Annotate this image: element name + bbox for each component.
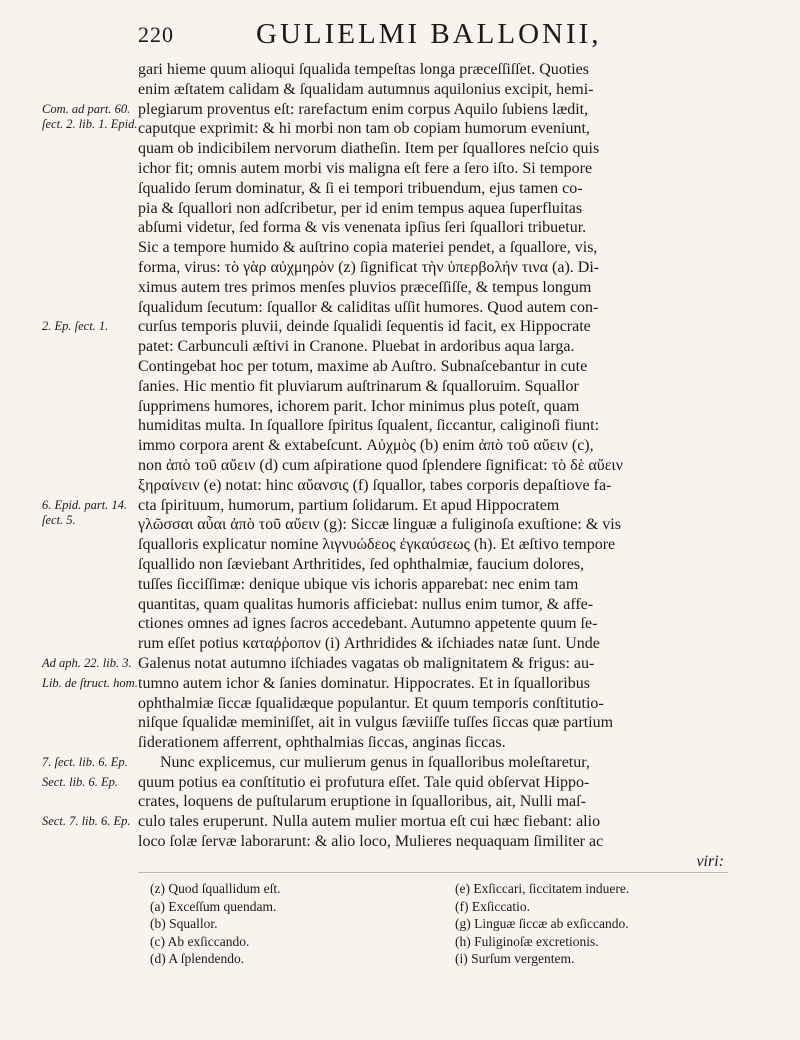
footnote: (i) Surſum vergentem. bbox=[455, 951, 575, 966]
margin-note: Com. ad part. 60. ſect. 2. lib. 1. Epid. bbox=[42, 101, 138, 131]
footnotes-right bbox=[455, 880, 629, 968]
text-line: ſqualloris explicatur nomine λιγνυώδεος ἐγκαύσεως (h). Et æſtivo tempore bbox=[138, 536, 616, 554]
margin-note: 2. Ep. ſect. 1. bbox=[42, 319, 109, 334]
text-line: ſupprimens humores, ichorem parit. Ichor minimus plus poteſt, quam bbox=[138, 397, 580, 415]
text-line: curſus temporis pluvii, deinde ſqualidi ſequentis id facit, ex Hippocrate bbox=[138, 318, 591, 336]
footnote: (e) Exſiccari, ſiccitatem induere. bbox=[455, 881, 630, 896]
text-line: non ἀπὸ τοῦ αὔειν (d) cum aſpiratione quod ſplendere ſignificat: τὸ δὲ αὔειν bbox=[138, 456, 623, 474]
text-line: quum potius ea conſtitutio ei profutura eſſet. Tale quid obſervat Hippo- bbox=[138, 773, 590, 791]
text-line: crates, loquens de puſtularum eruptione in ſqualloribus, ait, Nulli maſ- bbox=[138, 793, 586, 811]
text-line: ophthalmiæ ſiccæ ſqualidæque populantur. Et quum temporis conſtitutio- bbox=[138, 694, 604, 712]
text-line: Contingebat hoc per totum, maxime ab Auſtro. Subnaſcebantur in cute bbox=[138, 357, 588, 375]
text-line: patet: Carbunculi æſtivi in Cranone. Pluebat in ardoribus aqua larga. bbox=[138, 338, 575, 356]
footnote: (h) Fuliginoſæ excretionis. bbox=[455, 933, 599, 949]
margin-note: Ad aph. 22. lib. 3. bbox=[42, 656, 132, 670]
footnote: (z) Quod ſquallidum eſt. bbox=[150, 881, 281, 896]
footnote: (g) Linguæ ſiccæ ab exſiccando. bbox=[455, 916, 629, 931]
margin-note: Lib. de ſtruct. hom. bbox=[42, 675, 138, 690]
footnote: (b) Squallor. bbox=[150, 916, 218, 931]
text-line: gari hieme quum alioqui ſqualida tempeſtas longa præceſſiſſet. Quoties bbox=[138, 61, 589, 78]
text-line: ſanies. Hic mentio fit pluviarum auſtrinarum & ſqualloruim. Squallor bbox=[138, 377, 579, 395]
margin-note: 7. ſect. lib. 6. Ep. bbox=[42, 755, 128, 769]
text-line: rum eſſet potius καταῤῥοπον (i) Arthridides & iſchiades natæ ſunt. Unde bbox=[138, 635, 600, 653]
margin-note: Sect. 7. lib. 6. Ep. bbox=[42, 814, 131, 829]
text-line: quam ob indicibilem nervorum diatheſin. Item per ſquallores neſcio quis bbox=[138, 140, 600, 158]
footnote: (d) A ſplendendo. bbox=[150, 951, 245, 966]
text-line: pia & ſquallori non adſcribetur, per id enim tempus aquea ſuperfluitas bbox=[138, 199, 583, 217]
margin-note: Sect. lib. 6. Ep. bbox=[42, 774, 119, 789]
text-line: Nunc explicemus, cur mulierum genus in ſqualloribus moleſtaretur, bbox=[160, 753, 590, 771]
body-text bbox=[138, 60, 728, 872]
text-line: forma, virus: τὸ γὰρ αὐχμηρὸν (z) ſignificat τὴν ὑπερβολήν τινα (a). Di- bbox=[138, 258, 600, 276]
text-line: immo corpora arent & extabeſcunt. Αὐχμὸς (b) enim ἀπὸ τοῦ αὔειν (c), bbox=[138, 437, 594, 455]
text-line: plegiarum proventus eſt: rarefactum enim corpus Aquilo ſubiens lædit, bbox=[138, 100, 589, 118]
text-line: ctiones omnes ad ignes ſacros accedebant. Autumno appetente quum ſe- bbox=[138, 615, 598, 633]
page-number: 220 bbox=[138, 22, 174, 47]
text-line: tuſſes ſicciſſimæ: denique ubique vis ichoris apparebat: nec enim tam bbox=[138, 575, 579, 593]
text-line: niſque ſqualidæ meminiſſet, ait in vulgus ſæviiſſe tuſſes ſiccas quæ partium bbox=[138, 714, 614, 732]
footnotes-left bbox=[150, 880, 280, 968]
text-line: humiditas multa. In ſquallore ſpiritus ſqualent, ſiccantur, caliginoſi fiunt: bbox=[138, 417, 600, 435]
text-line: viri: bbox=[696, 852, 724, 870]
text-line: ximus autem tres primos menſes pluvios præceſſiſſe, & tempus longum bbox=[138, 278, 592, 296]
text-line: ſiderationem afferrent, ophthalmias ſiccas, anginas ſiccas. bbox=[138, 734, 506, 752]
margin-note: 6. Epid. part. 14. ſect. 5. bbox=[42, 497, 128, 527]
text-line: quantitas, quam qualitas humoris afficiebat: nullus enim tumor, & affe- bbox=[138, 595, 594, 613]
footnote: (f) Exſiccatio. bbox=[455, 898, 530, 914]
text-line: ſqualido ſerum dominatur, & ſi ei tempori tribuendum, ejus tamen co- bbox=[138, 179, 583, 197]
text-line: cta ſpirituum, humorum, partium ſolidarum. Et apud Hippocratem bbox=[138, 496, 560, 514]
text-line: tumno autem ichor & ſanies dominatur. Hippocrates. Et in ſqualloribus bbox=[138, 674, 590, 692]
footnote: (c) Ab exſiccando. bbox=[150, 933, 250, 949]
footnote: (a) Exceſſum quendam. bbox=[150, 898, 277, 914]
text-line: culo tales eruperunt. Nulla autem mulier mortua eſt cui hæc fiebant: alio bbox=[138, 813, 601, 831]
text-line: caputque exprimit: & hi morbi non tam ob copiam humorum eveniunt, bbox=[138, 120, 590, 138]
text-line: abſumi videtur, ſed forma & vis venenata ipſius ſeri ſquallori tribuetur. bbox=[138, 219, 587, 237]
text-line: Sic a tempore humido & auſtrino copia materiei pendet, a ſquallore, vis, bbox=[138, 239, 598, 257]
text-line: loco ſolæ ſervæ laborarunt: & alio loco, Mulieres nequaquam ſimiliter ac bbox=[138, 833, 604, 851]
text-line: Galenus notat autumno iſchiades vagatas ob malignitatem & frigus: au- bbox=[138, 654, 595, 672]
text-line: γλῶσσαι αὖαι ἀπὸ τοῦ αὔειν (g): Siccæ linguæ a fuliginoſa exuſtione: & vis bbox=[138, 516, 621, 534]
running-head: GULIELMI BALLONII, bbox=[256, 18, 602, 50]
text-line: ſqualidum ſecutum: ſquallor & caliditas uſſit humores. Quod autem con- bbox=[138, 298, 599, 316]
footnote-rule bbox=[138, 872, 728, 873]
text-line: enim æſtatem calidam & ſqualidam autumnus aquilonius excipit, hemi- bbox=[138, 80, 594, 98]
text-line: ξηραίνειν (e) notat: hinc αὔανσις (f) ſquallor, tabes corporis depaſtiove fa- bbox=[138, 476, 612, 494]
text-line: ichor fit; omnis autem morbi vis maligna eſt fere a ſero iſto. Si tempore bbox=[138, 159, 593, 177]
text-line: ſquallido non ſæviebant Arthritides, ſed ophthalmiæ, faucium dolores, bbox=[138, 555, 585, 573]
